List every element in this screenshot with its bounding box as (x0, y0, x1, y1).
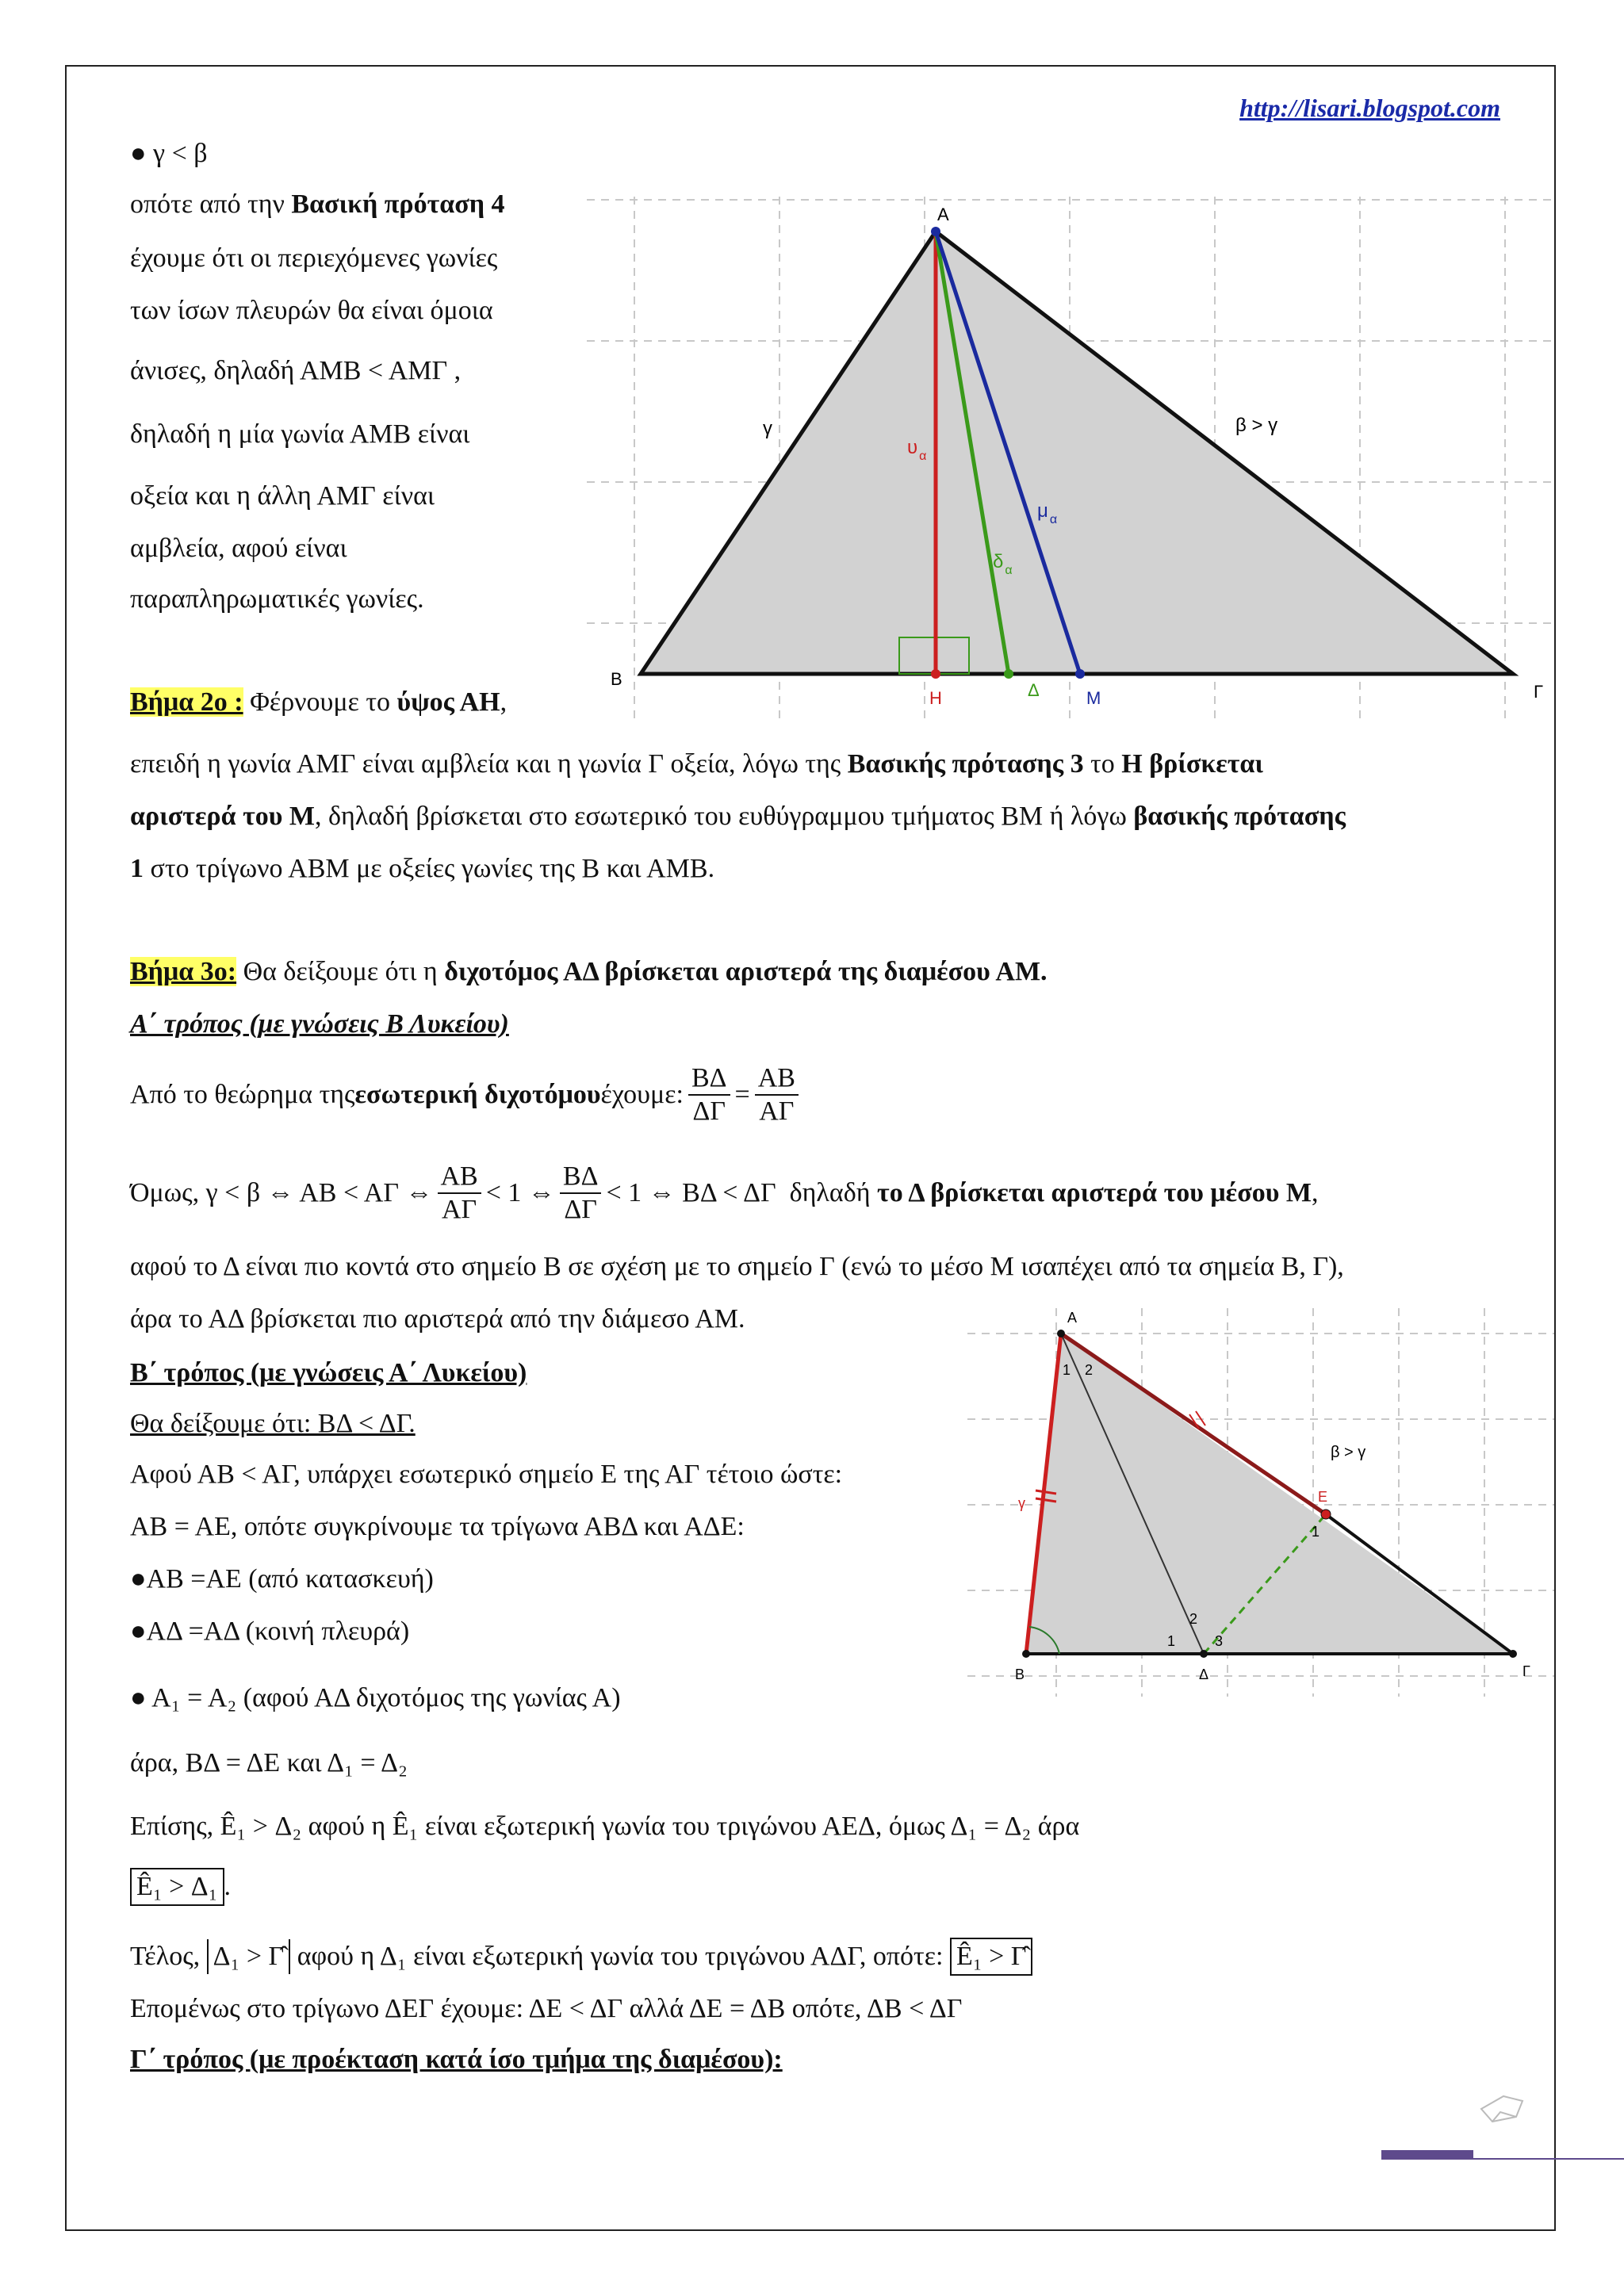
step3-label: Βήμα 3ο: (130, 957, 237, 986)
step3-para-1: αφού το Δ είναι πιο κοντά στο σημείο Β σε σχέση με το σημείο Γ (ενώ το μέσο Μ ισαπέχει από τα σημεία Β, Γ), (130, 1252, 1344, 1281)
intro-line-2: έχουμε ότι οι περιεχόμενες γωνίες (130, 243, 498, 273)
triangle-abg (641, 232, 1513, 674)
fraction-bd-dg-2: $\frac{B\Delta}{\Delta\Gamma}$ (560, 1161, 602, 1226)
method-a-title: Α΄ τρόπος (με γνώσεις Β Λυκείου) (130, 1009, 509, 1039)
step2-para-2: αριστερά του Μ, δηλαδή βρίσκεται στο εσωτερικό του ευθύγραμμου τμήματος ΒΜ ή λόγω βασικής πρότασης (130, 802, 1346, 831)
intro-line-6: οξεία και η άλλη ΑΜΓ είναι (130, 481, 435, 511)
point-b-2 (1022, 1650, 1030, 1658)
method-b-line-1: Θα δείξουμε ότι: ΒΔ < ΔΓ. (130, 1409, 416, 1438)
boxed-e1-gt-g: Ê₁ > Γ̂ (950, 1938, 1032, 1976)
method-b-line-3: ΑΒ = ΑΕ, οπότε συγκρίνουμε τα τρίγωνα ΑΒΔ και ΑΔΕ: (130, 1512, 745, 1541)
step2-heading: Βήμα 2ο : Φέρνουμε το ύψος ΑΗ, (130, 687, 508, 717)
label-g: Γ (1534, 682, 1544, 702)
label-a-2: A (1067, 1310, 1078, 1326)
label-d3: 3 (1215, 1633, 1224, 1649)
intro-line-4: άνισες, δηλαδή ΑΜΒ < ΑΜΓ , (130, 356, 462, 385)
method-b-line-7: Τέλος, Δ₁ > Γ̂ αφού η Δ₁ είναι εξωτερική γωνία του τριγώνου ΑΔΓ, οπότε: Ê₁ > Γ̂ (130, 1938, 1032, 1976)
label-g-2: Γ (1522, 1663, 1530, 1679)
label-median: μ $_\alpha$ (1037, 500, 1058, 526)
triangle-figure-2 (967, 1300, 1554, 1697)
point-e (1321, 1510, 1331, 1519)
theorem-line: Από το θεώρημα της εσωτερική διχοτόμου έχουμε: $\frac{B\Delta}{\Delta\Gamma}$ = $\frac{AB}{A\Gamma}$ (130, 1059, 803, 1131)
label-h: H (929, 688, 942, 708)
method-c-title: Γ΄ τρόπος (με προέκταση κατά ίσο τμήμα της διαμέσου): (130, 2045, 783, 2074)
omos-line: Όμως, γ < β ⇔ ΑΒ < ΑΓ ⇔ $\frac{AB}{A\Gamma}$ < 1 ⇔ $\frac{B\Delta}{\Delta\Gamma}$ < 1 ⇔ ΒΔ < ΔΓ δηλαδή το Δ βρίσκεται αριστερά του μέσου Μ , (130, 1161, 1319, 1224)
method-b-line-8: Επομένως στο τρίγωνο ΔΕΓ έχουμε: ΔΕ < ΔΓ αλλά ΔΕ = ΔΒ οπότε, ΔΒ < ΔΓ (130, 1994, 963, 2023)
label-d2: 2 (1189, 1611, 1198, 1627)
step3-para-2: άρα το ΑΔ βρίσκεται πιο αριστερά από την διάμεσο ΑΜ. (130, 1304, 745, 1334)
intro-line-8: παραπληρωματικές γωνίες. (130, 584, 424, 614)
label-gamma-2: γ (1018, 1495, 1025, 1511)
label-m: M (1086, 688, 1101, 708)
point-d-2 (1200, 1650, 1208, 1658)
label-b: B (611, 669, 622, 689)
step3-heading: Βήμα 3ο: Θα δείξουμε ότι η διχοτόμος ΑΔ βρίσκεται αριστερά της διαμέσου ΑΜ. (130, 957, 1048, 986)
label-a1: 1 (1063, 1362, 1071, 1378)
triangle-figure-1 (587, 181, 1554, 720)
intro-line-5: δηλαδή η μία γωνία ΑΜΒ είναι (130, 419, 470, 449)
label-bisector: δ $_\alpha$ (993, 551, 1013, 577)
label-d-2: Δ (1199, 1667, 1209, 1682)
footer-line (1473, 2158, 1624, 2160)
method-b-line-4: άρα, ΒΔ = ΔΕ και Δ₁ = Δ₂ (130, 1748, 408, 1777)
label-d1: 1 (1167, 1633, 1176, 1649)
method-b-title: Β΄ τρόπος (με γνώσεις Α΄ Λυκείου) (130, 1358, 527, 1387)
label-b-2: B (1015, 1667, 1025, 1682)
point-d (1004, 669, 1013, 679)
fraction-bd-dg: $\frac{B\Delta}{\Delta\Gamma}$ (688, 1062, 730, 1127)
fraction-ab-ag: $\frac{AB}{A\Gamma}$ (755, 1062, 799, 1127)
method-b-line-5: Επίσης, Ê₁ > Δ₂ αφού η Ê₁ είναι εξωτερική γωνία του τριγώνου ΑΕΔ, όμως Δ₁ = Δ₂ άρα (130, 1812, 1080, 1841)
step2-para-1: επειδή η γωνία ΑΜΓ είναι αμβλεία και η γωνία Γ οξεία, λόγω της Βασικής πρότασης 3 το Η βρίσκεται (130, 749, 1263, 779)
label-a: A (937, 205, 949, 224)
step2-label: Βήμα 2ο : (130, 687, 243, 717)
label-e1: 1 (1312, 1524, 1320, 1540)
label-altitude: υ $_\alpha$ (907, 437, 927, 463)
intro-line-7: αμβλεία, αφού είναι (130, 534, 347, 563)
fraction-ab-ag-2: $\frac{AB}{A\Gamma}$ (438, 1161, 481, 1226)
method-b-bullet-3: ● Α₁ = Α₂ (αφού ΑΔ διχοτόμος της γωνίας Α) (130, 1683, 621, 1712)
label-gamma: γ (763, 418, 772, 439)
blog-link[interactable]: http://lisari.blogspot.com (1239, 94, 1500, 122)
triangle-abg-2 (1026, 1334, 1513, 1654)
label-beta-gt-gamma-2: β > γ (1331, 1444, 1366, 1461)
bullet-line: ● γ < β (130, 139, 208, 168)
method-b-line-2: Αφού ΑΒ < ΑΓ, υπάρχει εσωτερικό σημείο Ε της ΑΓ τέτοιο ώστε: (130, 1460, 843, 1489)
method-b-bullet-1: ●ΑΒ =ΑΕ (από κατασκευή) (130, 1564, 434, 1594)
point-a (931, 227, 940, 236)
point-a-2 (1057, 1330, 1065, 1337)
boxed-d1-gt-g: Δ₁ > Γ̂ (207, 1939, 291, 1974)
point-g-2 (1509, 1650, 1517, 1658)
label-e-2: E (1318, 1489, 1328, 1505)
page-curl-icon (1477, 2090, 1532, 2130)
intro-line-1: οπότε από την Βασική πρόταση 4 (130, 189, 505, 219)
method-b-line-6: Ê₁ > Δ₁ . (130, 1868, 231, 1906)
point-m (1075, 669, 1085, 679)
intro-line-3: των ίσων πλευρών θα είναι όμοια (130, 296, 493, 325)
boxed-e1-gt-d1: Ê₁ > Δ₁ (130, 1868, 224, 1906)
method-b-bullet-2: ●ΑΔ =ΑΔ (κοινή πλευρά) (130, 1617, 410, 1646)
step2-para-3: 1 στο τρίγωνο ΑΒΜ με οξείες γωνίες της Β και ΑΜΒ. (130, 854, 715, 883)
label-beta-gt-gamma: β > γ (1235, 415, 1278, 436)
footer-bar (1381, 2150, 1473, 2160)
point-h (931, 669, 940, 679)
label-d: Δ (1028, 680, 1040, 700)
label-a2: 2 (1085, 1362, 1094, 1378)
